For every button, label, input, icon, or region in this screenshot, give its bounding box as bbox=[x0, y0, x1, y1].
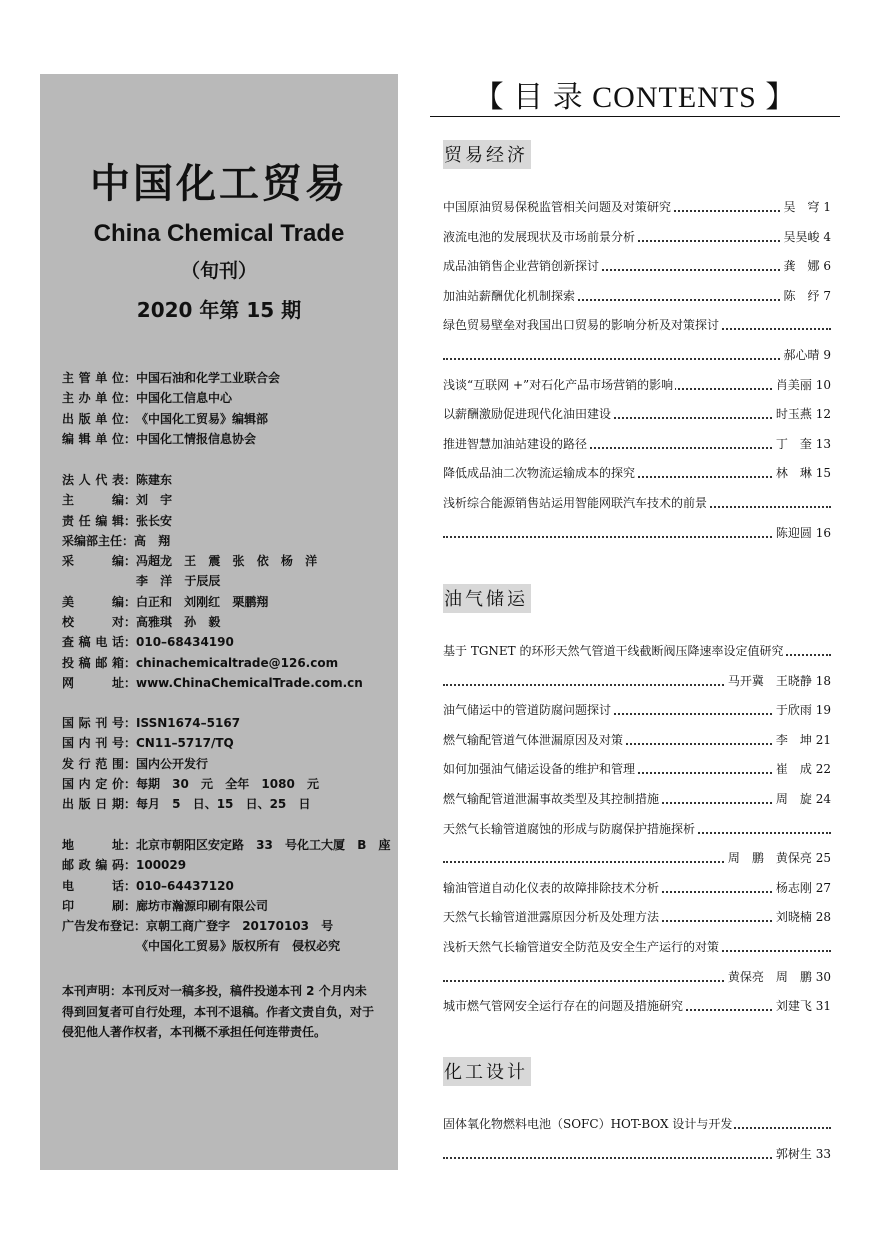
info-row bbox=[62, 368, 280, 388]
entry-title: 城市燃气管网安全运行存在的问题及措施研究 bbox=[443, 996, 685, 1016]
entry-author-page: 周 鹏 黄保亮 25 bbox=[725, 848, 831, 868]
info-row bbox=[62, 713, 319, 733]
info-value: 北京市朝阳区安定路 33 号化工大厦 B 座 bbox=[136, 838, 391, 852]
info-label: 投稿邮箱 bbox=[62, 655, 124, 670]
toc-entry[interactable] bbox=[443, 907, 831, 927]
toc-entry-continued[interactable] bbox=[443, 1144, 831, 1164]
info-label: 查稿电话 bbox=[62, 635, 124, 650]
toc-entry[interactable] bbox=[443, 730, 831, 750]
info-separator: ： bbox=[122, 533, 135, 548]
info-separator: ： bbox=[124, 776, 137, 791]
info-row bbox=[62, 876, 391, 896]
info-label: 电话 bbox=[62, 878, 124, 893]
entry-title: 基于 TGNET 的环形天然气管道干线截断阀压降速率设定值研究 bbox=[443, 641, 786, 661]
toc-entry[interactable] bbox=[443, 996, 831, 1016]
info-row bbox=[62, 470, 363, 490]
entry-author-page: 崔 成 22 bbox=[773, 759, 831, 779]
entry-title: 推进智慧加油站建设的路径 bbox=[443, 434, 589, 454]
info-row bbox=[62, 531, 363, 551]
info-row bbox=[62, 511, 363, 531]
info-value: 李 洋 于辰辰 bbox=[136, 574, 221, 589]
entry-author-page: 肖美丽 10 bbox=[773, 375, 831, 395]
toc-entry[interactable] bbox=[443, 700, 831, 720]
entry-title: 燃气输配管道气体泄漏原因及对策 bbox=[443, 730, 625, 750]
entry-title: 输油管道自动化仪表的故障排除技术分析 bbox=[443, 878, 661, 898]
toc-entry[interactable] bbox=[443, 789, 831, 809]
info-label: 出版单位 bbox=[62, 411, 124, 426]
toc-entry[interactable] bbox=[443, 819, 831, 839]
leader-dots bbox=[443, 358, 831, 360]
info-label: 采编 bbox=[62, 554, 124, 569]
info-separator: ： bbox=[124, 838, 137, 852]
info-label: 责任编辑 bbox=[62, 513, 124, 528]
entry-author-page: 李 坤 21 bbox=[773, 730, 831, 750]
info-value: 010–68434190 bbox=[136, 635, 234, 650]
toc-entry[interactable] bbox=[443, 315, 831, 335]
toc-entry-continued[interactable] bbox=[443, 848, 831, 868]
info-label: 国内刊号 bbox=[62, 736, 124, 751]
section-title: 油气储运 bbox=[443, 584, 531, 613]
info-separator: ： bbox=[124, 411, 137, 426]
info-separator: ： bbox=[124, 431, 137, 446]
info-label: 法人代表 bbox=[62, 473, 124, 487]
info-row bbox=[62, 592, 363, 612]
info-row bbox=[62, 936, 391, 956]
entry-author-page: 林 琳 15 bbox=[773, 463, 831, 483]
copyright-notice: 本刊声明：本刊反对一稿多投，稿件投递本刊 2 个月内未得到回复者可自行处理，本刊不退稿。作者文责自负，对于侵犯他人著作权者，本刊概不承担任何连带责任。 bbox=[62, 984, 375, 1039]
info-label: 国内定价 bbox=[62, 776, 124, 791]
entry-author-page: 周 旋 24 bbox=[773, 789, 831, 809]
toc-entry[interactable] bbox=[443, 493, 831, 513]
info-label: 地址 bbox=[62, 838, 124, 852]
info-row bbox=[62, 896, 391, 916]
info-separator: ： bbox=[124, 594, 137, 609]
info-label bbox=[62, 936, 124, 956]
contact-info bbox=[62, 835, 391, 957]
info-row bbox=[62, 774, 319, 794]
entry-author-page: 吴 穹 1 bbox=[781, 197, 831, 217]
info-value: 中国化工情报信息协会 bbox=[136, 431, 257, 446]
entry-author-page: 郝心晴 9 bbox=[781, 345, 831, 365]
entry-title: 浅谈“互联网 +”对石化产品市场营销的影响 bbox=[443, 375, 675, 395]
info-value: 中国石油和化学工业联合会 bbox=[136, 371, 281, 385]
entry-author-page: 龚 娜 6 bbox=[781, 256, 831, 276]
info-separator: ： bbox=[124, 898, 137, 913]
info-row bbox=[62, 855, 391, 875]
info-label: 主管单位 bbox=[62, 371, 124, 385]
info-label: 主办单位 bbox=[62, 391, 124, 406]
entry-title: 绿色贸易壁垒对我国出口贸易的影响分析及对策探讨 bbox=[443, 315, 721, 335]
toc-entry[interactable] bbox=[443, 227, 831, 247]
entry-title: 燃气输配管道泄漏事故类型及其控制措施 bbox=[443, 789, 661, 809]
entry-title: 加油站薪酬优化机制探索 bbox=[443, 286, 577, 306]
info-value: 《中国化工贸易》编辑部 bbox=[136, 411, 269, 426]
info-row bbox=[62, 388, 280, 408]
info-value: 京朝工商广登字 20170103 号 bbox=[146, 919, 334, 934]
issue-number: 2020 年第 15 期 bbox=[136, 298, 302, 322]
info-separator: ： bbox=[124, 858, 137, 873]
editorial-staff bbox=[62, 470, 363, 693]
info-row bbox=[62, 733, 319, 753]
toc-entry[interactable] bbox=[443, 1114, 831, 1134]
entry-author-page: 陈 纾 7 bbox=[781, 286, 831, 306]
publication-frequency: （旬刊） bbox=[180, 260, 257, 282]
toc-entry-continued[interactable] bbox=[443, 671, 831, 691]
info-label: 发行范围 bbox=[62, 756, 124, 771]
toc-entry[interactable] bbox=[443, 641, 831, 661]
toc-entry[interactable] bbox=[443, 256, 831, 276]
info-label: 广告发布登记 bbox=[62, 919, 135, 934]
contents-header bbox=[430, 72, 840, 117]
info-separator: ： bbox=[124, 756, 137, 771]
entry-author-page: 丁 奎 13 bbox=[773, 434, 831, 454]
info-separator: ： bbox=[134, 919, 147, 934]
entry-author-page: 吴昊峻 4 bbox=[781, 227, 831, 247]
info-label: 国际刊号 bbox=[62, 716, 124, 730]
info-row bbox=[62, 754, 319, 774]
section-title: 贸易经济 bbox=[443, 140, 531, 169]
info-value: 高雅琪 孙 毅 bbox=[136, 615, 221, 630]
info-separator bbox=[124, 936, 136, 956]
info-separator: ： bbox=[124, 797, 137, 812]
info-label: 网址 bbox=[62, 675, 124, 690]
entry-title: 天然气长输管道腐蚀的形成与防腐保护措施探析 bbox=[443, 819, 697, 839]
info-separator: ： bbox=[124, 655, 137, 670]
info-value: 白正和 刘刚红 栗鹏翔 bbox=[136, 594, 269, 609]
info-row bbox=[62, 490, 363, 510]
info-value: www.ChinaChemicalTrade.com.cn bbox=[136, 675, 363, 690]
toc-entry[interactable] bbox=[443, 878, 831, 898]
entry-title: 天然气长输管道泄露原因分析及处理方法 bbox=[443, 907, 661, 927]
toc-entry[interactable] bbox=[443, 434, 831, 454]
info-row bbox=[62, 653, 363, 673]
info-row bbox=[62, 612, 363, 632]
toc-entry-continued[interactable] bbox=[443, 523, 831, 543]
entry-title: 油气储运中的管道防腐问题探讨 bbox=[443, 700, 613, 720]
info-separator: ： bbox=[124, 736, 137, 751]
info-row bbox=[62, 673, 363, 693]
toc-entry-continued[interactable] bbox=[443, 967, 831, 987]
publication-info bbox=[62, 713, 319, 814]
info-value: 陈建东 bbox=[136, 473, 173, 487]
toc-entry[interactable] bbox=[443, 759, 831, 779]
entry-title: 成品油销售企业营销创新探讨 bbox=[443, 256, 601, 276]
info-value: 每期 30 元 全年 1080 元 bbox=[136, 776, 319, 791]
toc-entry[interactable] bbox=[443, 375, 831, 395]
toc-entry-continued[interactable] bbox=[443, 345, 831, 365]
info-label: 采编部主任 bbox=[62, 533, 123, 548]
entry-author-page: 郭树生 33 bbox=[773, 1144, 831, 1164]
info-value: 刘 宇 bbox=[136, 493, 173, 508]
toc-entry[interactable] bbox=[443, 404, 831, 424]
info-row bbox=[62, 794, 319, 814]
entry-title: 如何加强油气储运设备的维护和管理 bbox=[443, 759, 637, 779]
entry-author-page: 刘晓楠 28 bbox=[773, 907, 831, 927]
info-separator: ： bbox=[124, 554, 137, 569]
info-value: ISSN1674–5167 bbox=[136, 716, 241, 730]
info-label: 印刷 bbox=[62, 898, 124, 913]
info-separator: ： bbox=[124, 391, 137, 406]
toc-entry[interactable] bbox=[443, 937, 831, 957]
toc-entry[interactable] bbox=[443, 286, 831, 306]
info-separator: ： bbox=[124, 635, 137, 650]
info-separator: ： bbox=[124, 473, 137, 487]
info-label bbox=[62, 571, 124, 591]
info-label: 编辑单位 bbox=[62, 431, 124, 446]
info-value: chinachemicaltrade@126.com bbox=[136, 655, 339, 670]
info-separator: ： bbox=[124, 716, 137, 730]
entry-title: 液流电池的发展现状及市场前景分析 bbox=[443, 227, 637, 247]
entry-title: 以薪酬激励促进现代化油田建设 bbox=[443, 404, 613, 424]
journal-title-chinese: 中国化工贸易 bbox=[90, 161, 348, 207]
entry-title: 中国原油贸易保税监管相关问题及对策研究 bbox=[443, 197, 673, 217]
info-value: CN11–5717/TQ bbox=[136, 736, 234, 751]
info-row bbox=[62, 835, 391, 855]
entry-author-page: 马开冀 王晓静 18 bbox=[725, 671, 831, 691]
entry-title: 固体氧化物燃料电池（SOFC）HOT-BOX 设计与开发 bbox=[443, 1114, 734, 1134]
info-label: 出版日期 bbox=[62, 797, 124, 812]
entry-author-page: 于欣雨 19 bbox=[773, 700, 831, 720]
info-row bbox=[62, 916, 391, 936]
info-row bbox=[62, 571, 363, 591]
info-label: 美编 bbox=[62, 594, 124, 609]
sponsor-info bbox=[62, 368, 280, 449]
info-value: 廊坊市瀚源印刷有限公司 bbox=[136, 898, 269, 913]
entry-title: 浅析综合能源销售站运用智能网联汽车技术的前景 bbox=[443, 493, 709, 513]
info-label: 主编 bbox=[62, 493, 124, 508]
info-separator: ： bbox=[124, 675, 137, 690]
masthead-panel bbox=[40, 74, 398, 1170]
info-value: 高 翔 bbox=[134, 533, 171, 548]
info-value: 010–64437120 bbox=[136, 878, 234, 893]
info-separator: ： bbox=[124, 493, 137, 508]
info-value: 每月 5 日、15 日、25 日 bbox=[136, 797, 311, 812]
journal-title-english: China Chemical Trade bbox=[93, 220, 345, 247]
info-row bbox=[62, 429, 280, 449]
entry-author-page: 陈迎圆 16 bbox=[773, 523, 831, 543]
info-value: 冯超龙 王 震 张 依 杨 洋 bbox=[136, 554, 318, 569]
entry-author-page: 刘建飞 31 bbox=[773, 996, 831, 1016]
entry-author-page: 杨志刚 27 bbox=[773, 878, 831, 898]
info-separator: ： bbox=[124, 513, 137, 528]
info-row bbox=[62, 409, 280, 429]
info-label: 校对 bbox=[62, 615, 124, 630]
info-row bbox=[62, 551, 363, 571]
entry-title: 降低成品油二次物流运输成本的探究 bbox=[443, 463, 637, 483]
entry-author-page: 黄保亮 周 鹏 30 bbox=[725, 967, 831, 987]
info-value: 100029 bbox=[136, 858, 187, 873]
contents-title: 【 目 录 CONTENTS 】 bbox=[473, 81, 797, 114]
section-title: 化工设计 bbox=[443, 1057, 531, 1086]
entry-title: 浅析天然气长输管道安全防范及安全生产运行的对策 bbox=[443, 937, 721, 957]
info-label: 邮政编码 bbox=[62, 858, 124, 873]
info-value: 张长安 bbox=[136, 513, 173, 528]
info-value: 中国化工信息中心 bbox=[136, 391, 233, 406]
info-value: 《中国化工贸易》版权所有 侵权必究 bbox=[136, 939, 341, 954]
info-separator bbox=[124, 571, 136, 591]
info-separator: ： bbox=[124, 878, 137, 893]
info-separator: ： bbox=[124, 371, 137, 385]
toc-entry[interactable] bbox=[443, 463, 831, 483]
info-value: 国内公开发行 bbox=[136, 756, 209, 771]
toc-entry[interactable] bbox=[443, 197, 831, 217]
entry-author-page: 时玉燕 12 bbox=[773, 404, 831, 424]
info-separator: ： bbox=[124, 615, 137, 630]
info-row bbox=[62, 632, 363, 652]
